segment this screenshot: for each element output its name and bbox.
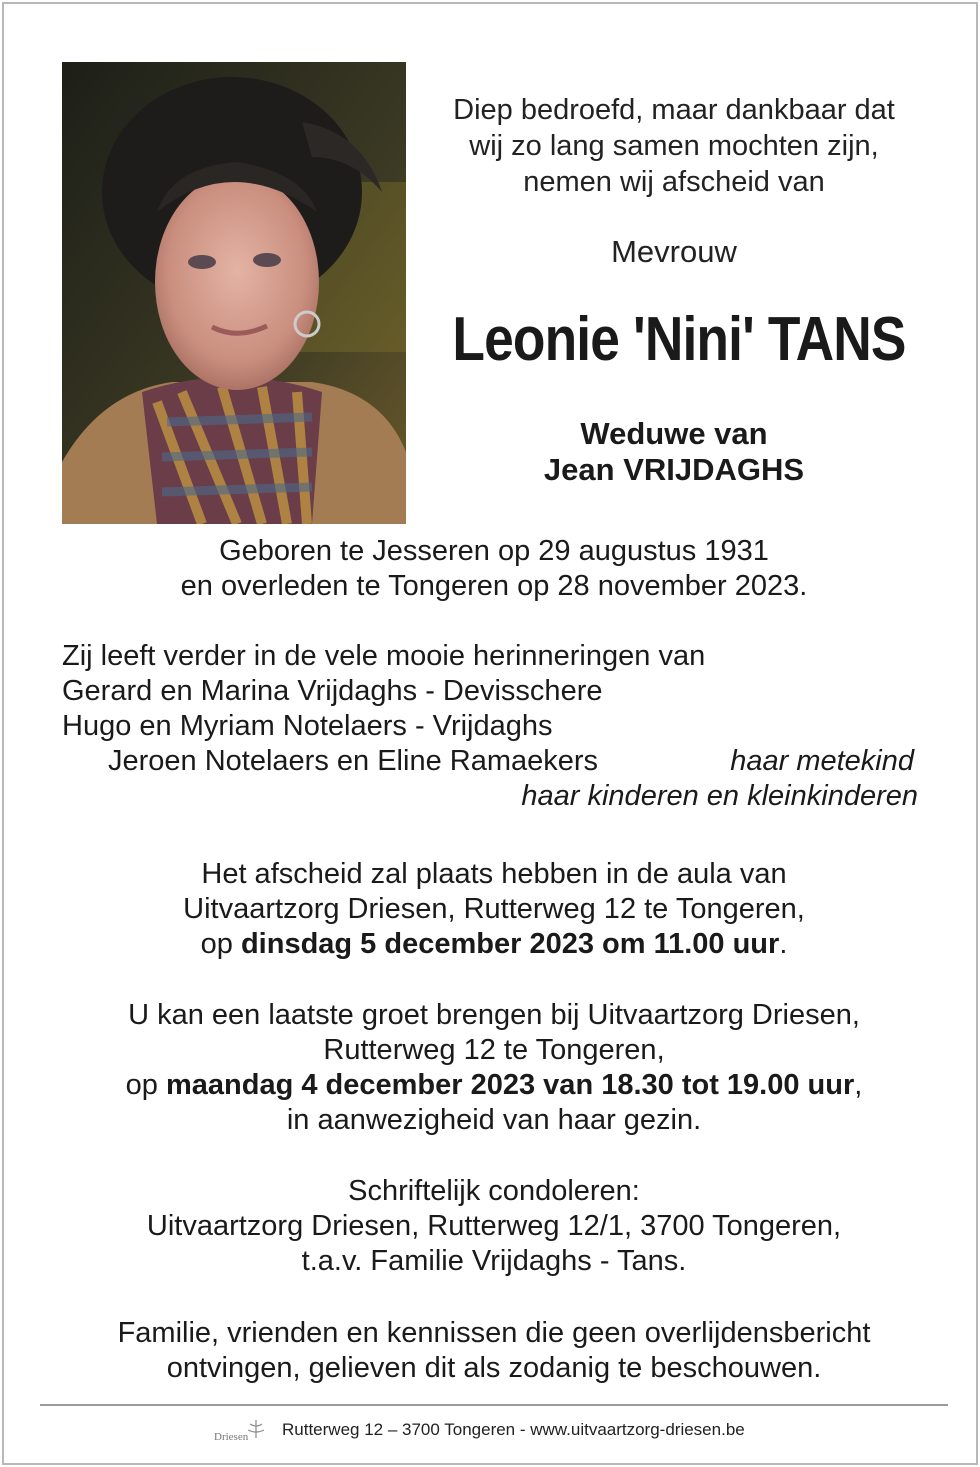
condolence-line: Schriftelijk condoleren: <box>348 1175 640 1207</box>
visitation-prefix: op <box>125 1069 158 1101</box>
ceremony-line: Het afscheid zal plaats hebben in de aula van <box>201 858 787 890</box>
widow-of <box>409 416 939 488</box>
born-line: Geboren te Jesseren op 29 augustus 1931 <box>219 535 769 567</box>
visitation-info <box>4 998 980 1138</box>
ceremony-prefix: op <box>200 928 233 960</box>
visitation-line: in aanwezigheid van haar gezin. <box>286 1104 702 1136</box>
footer-divider <box>40 1404 948 1406</box>
intro-line: nemen wij afscheid van <box>523 166 825 198</box>
intro-text <box>409 92 939 200</box>
logo-text: Driesen <box>214 1431 249 1443</box>
driesen-logo <box>212 1416 270 1448</box>
intro-line: Diep bedroefd, maar dankbaar dat <box>453 94 895 126</box>
condolence-line: t.a.v. Familie Vrijdaghs - Tans. <box>301 1245 687 1277</box>
family-member: Jeroen Notelaers en Eline Ramaekers <box>108 745 599 777</box>
closing-note <box>4 1316 980 1386</box>
role-children: haar kinderen en kleinkinderen <box>521 780 918 812</box>
condolence-line: Uitvaartzorg Driesen, Rutterweg 12/1, 3700 Tongeren, <box>146 1210 842 1242</box>
family-member: Gerard en Marina Vrijdaghs - Devisschere <box>62 675 603 707</box>
visitation-date-bold: maandag 4 december 2023 van 18.30 tot 19.00 uur <box>165 1069 855 1101</box>
visitation-line: Rutterweg 12 te Tongeren, <box>323 1034 665 1066</box>
born-line: en overleden te Tongeren op 28 november 2023. <box>180 570 808 602</box>
closing-line: Familie, vrienden en kennissen die geen overlijdensbericht <box>117 1317 871 1349</box>
visitation-datetime <box>4 1068 980 1103</box>
ceremony-datetime <box>4 927 980 962</box>
ceremony-line: Uitvaartzorg Driesen, Rutterweg 12 te Tongeren, <box>183 893 805 925</box>
intro-line: wij zo lang samen mochten zijn, <box>469 130 879 162</box>
family-intro: Zij leeft verder in de vele mooie herinneringen van <box>62 640 706 672</box>
family-member: Hugo en Myriam Notelaers - Vrijdaghs <box>62 710 553 742</box>
visitation-suffix: , <box>854 1069 863 1101</box>
condolence-info <box>4 1174 980 1279</box>
ceremony-info <box>4 857 980 962</box>
widow-line: Weduwe van <box>580 416 768 451</box>
honorific: Mevrouw <box>611 234 737 269</box>
deceased-name: Leonie 'Nini' TANS <box>452 305 906 374</box>
footer-address: Rutterweg 12 – 3700 Tongeren - www.uitvaartzorg-driesen.be <box>282 1420 745 1439</box>
role-metekind: haar metekind <box>730 745 914 777</box>
ceremony-date-bold: dinsdag 5 december 2023 om 11.00 uur <box>240 928 780 960</box>
portrait-illustration <box>62 62 406 524</box>
ceremony-suffix: . <box>779 928 788 960</box>
birth-death-info <box>4 534 980 604</box>
closing-line: ontvingen, gelieven dit als zodanig te beschouwen. <box>166 1352 822 1384</box>
widow-line: Jean VRIJDAGHS <box>543 452 805 487</box>
portrait-photo <box>62 62 406 524</box>
visitation-line: U kan een laatste groet brengen bij Uitvaartzorg Driesen, <box>128 999 860 1031</box>
death-notice-card <box>2 2 978 1465</box>
